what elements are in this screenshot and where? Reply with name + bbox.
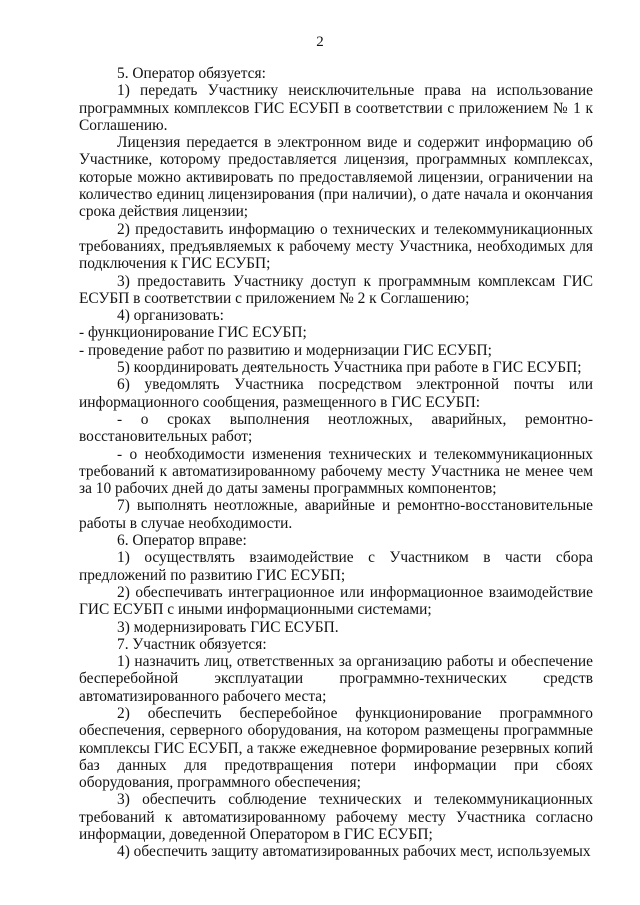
section-heading-7: 7. Участник обязуется:: [117, 635, 267, 653]
document-body: [79, 65, 593, 861]
list-item-functioning: - функционирование ГИС ЕСУБП;: [79, 324, 307, 342]
paragraph-5-5: 5) координировать деятельность Участника при работе в ГИС ЕСУБП;: [117, 359, 582, 377]
paragraph-5-7: 7) выполнять неотложные, аварийные и ремонтно-восстановительные работы в случае необходимости.: [79, 497, 593, 532]
paragraph-7-2: 2) обеспечить бесперебойное функционирование программного обеспечения, серверного оборудования, на котором размещены программные комплексы ГИС ЕСУБП, а также ежедневное формирование резервных копий баз данных для предотвращения потери информации при сбоях оборудования, программного обеспечения;: [79, 704, 593, 792]
paragraph-5-3: 3) предоставить Участнику доступ к программным комплексам ГИС ЕСУБП в соответствии с приложением № 2 к Соглашению;: [79, 272, 593, 307]
list-item-requirements-change: - о необходимости изменения технических и телекоммуникационных требований к автоматизированному рабочему месту Участника не менее чем за 10 рабочих дней до даты замены программных компонентов;: [79, 445, 593, 498]
paragraph-5-6: 6) уведомлять Участника посредством электронной почты или информационного сообщения, размещенного в ГИС ЕСУБП:: [79, 376, 593, 411]
page-number: 2: [316, 34, 324, 50]
list-item-development: - проведение работ по развитию и модернизации ГИС ЕСУБП;: [79, 341, 492, 359]
paragraph-license: Лицензия передается в электронном виде и содержит информацию об Участнике, которому предоставляется лицензия, программных комплексах, которые можно активировать по предоставляемой лицензии, ограничении на количество единиц лицензирования (при наличии), о дате начала и окончания срока действия лицензии;: [79, 134, 593, 221]
section-heading-6: 6. Оператор вправе:: [117, 532, 247, 550]
paragraph-5-2: 2) предоставить информацию о технических и телекоммуникационных требованиях, предъявляемых к рабочему месту Участника, необходимых для подключения к ГИС ЕСУБП;: [79, 220, 593, 273]
paragraph-7-4: 4) обеспечить защиту автоматизированных рабочих мест, используемых: [117, 843, 591, 861]
list-item-deadlines: - о сроках выполнения неотложных, аварийных, ремонтно-восстановительных работ;: [79, 410, 593, 446]
section-heading-5: 5. Оператор обязуется:: [117, 65, 266, 82]
paragraph-7-1: 1) назначить лиц, ответственных за организацию работы и обеспечение бесперебойной эксплуатации программно-технических средств автоматизированного рабочего места;: [79, 653, 593, 705]
paragraph-6-1: 1) осуществлять взаимодействие с Участником в части сбора предложений по развитию ГИС ЕСУБП;: [79, 549, 593, 584]
paragraph-6-3: 3) модернизировать ГИС ЕСУБП.: [117, 618, 339, 636]
paragraph-5-4: 4) организовать:: [117, 307, 224, 325]
paragraph-7-3: 3) обеспечить соблюдение технических и телекоммуникационных требований к автоматизированному рабочему месту Участника согласно информации, доведенной Оператором в ГИС ЕСУБП;: [79, 791, 593, 844]
paragraph-5-1: 1) передать Участнику неисключительные права на использование программных комплексов ГИС ЕСУБП в соответствии с приложением № 1 к Соглашению.: [79, 82, 593, 134]
paragraph-6-2: 2) обеспечивать интеграционное или информационное взаимодействие ГИС ЕСУБП с иными информационными системами;: [79, 583, 593, 619]
